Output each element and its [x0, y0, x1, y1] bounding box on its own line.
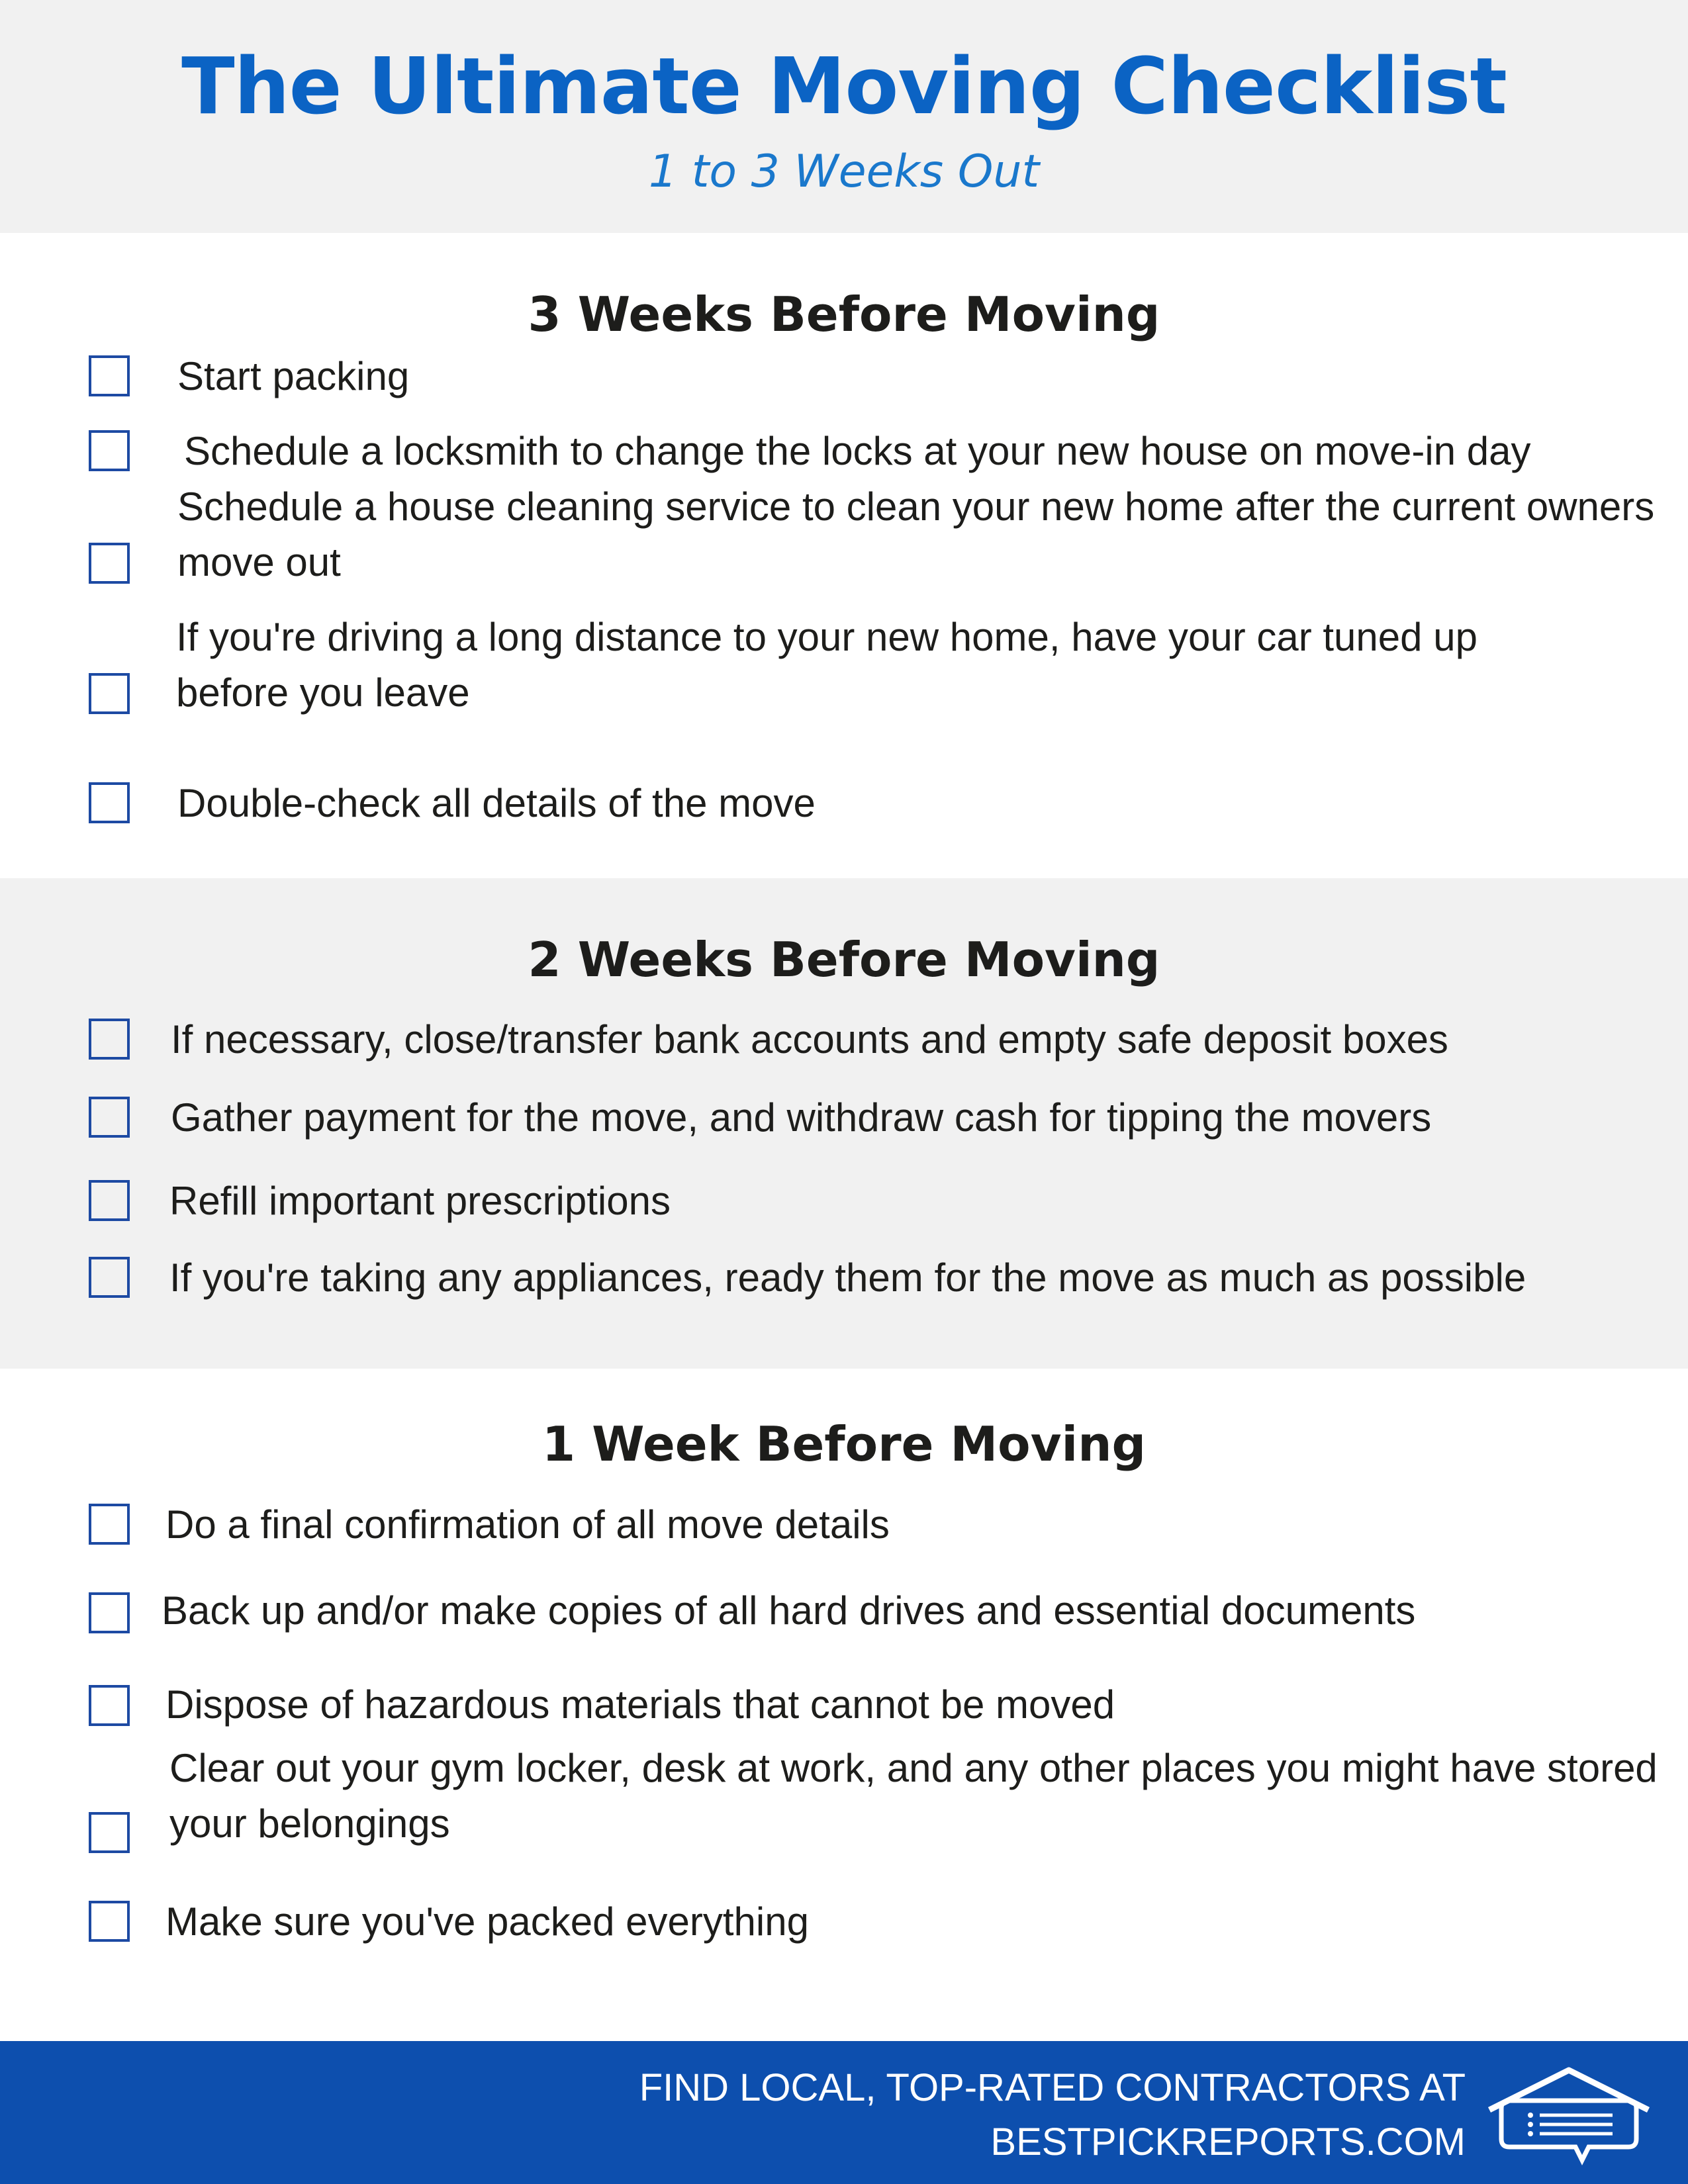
item-label: Gather payment for the move, and withdraw cash for tipping the movers	[171, 1095, 1432, 1140]
checkbox[interactable]	[89, 1257, 130, 1298]
checkbox[interactable]	[89, 1685, 130, 1726]
item-label: If you're taking any appliances, ready them for the move as much as possible	[169, 1255, 1526, 1300]
section-3-weeks	[0, 233, 1688, 878]
item-label: Refill important prescriptions	[169, 1179, 671, 1223]
checkbox[interactable]	[89, 1901, 130, 1942]
section-title: 1 Week Before Moving	[541, 1416, 1147, 1472]
section-1-week	[0, 1369, 1688, 2041]
checkbox[interactable]	[89, 430, 130, 471]
checkbox[interactable]	[89, 1592, 130, 1633]
item-label: Do a final confirmation of all move details	[165, 1502, 890, 1547]
checkbox[interactable]	[89, 1097, 130, 1138]
checkbox[interactable]	[89, 1504, 130, 1545]
item-label: Clear out your gym locker, desk at work, and any other places you might have stored your belongings	[169, 1746, 1658, 1846]
section-title: 2 Weeks Before Moving	[528, 932, 1160, 987]
checkbox[interactable]	[89, 782, 130, 823]
item-label: Schedule a house cleaning service to clean your new home after the current owners move out	[177, 484, 1655, 584]
item-label: If you're driving a long distance to your new home, have your car tuned up before you leave	[176, 615, 1477, 715]
item-label: Schedule a locksmith to change the locks at your new house on move-in day	[184, 429, 1531, 473]
item-label: Start packing	[177, 354, 410, 398]
checkbox[interactable]	[89, 1812, 130, 1853]
section-title: 3 Weeks Before Moving	[528, 287, 1160, 342]
footer-line-1: FIND LOCAL, TOP-RATED CONTRACTORS AT	[639, 2066, 1466, 2109]
footer-line-2: BESTPICKREPORTS.COM	[990, 2120, 1466, 2163]
house-speech-bubble-icon	[1483, 2061, 1655, 2167]
item-label: Double-check all details of the move	[177, 781, 816, 825]
page-title: The Ultimate Moving Checklist	[181, 40, 1507, 132]
checkbox[interactable]	[89, 673, 130, 714]
footer-cta[interactable]	[639, 2061, 1466, 2169]
page-subtitle: 1 to 3 Weeks Out	[648, 146, 1040, 198]
checkbox[interactable]	[89, 1019, 130, 1060]
item-label: Make sure you've packed everything	[165, 1899, 809, 1944]
checkbox[interactable]	[89, 1180, 130, 1221]
footer-band	[0, 2041, 1688, 2184]
checkbox[interactable]	[89, 543, 130, 584]
item-label: Dispose of hazardous materials that cannot be moved	[165, 1682, 1115, 1727]
item-label: Back up and/or make copies of all hard drives and essential documents	[162, 1588, 1416, 1633]
header-band	[0, 0, 1688, 233]
section-2-weeks	[0, 878, 1688, 1369]
item-label: If necessary, close/transfer bank accounts and empty safe deposit boxes	[171, 1017, 1448, 1062]
checkbox[interactable]	[89, 355, 130, 396]
